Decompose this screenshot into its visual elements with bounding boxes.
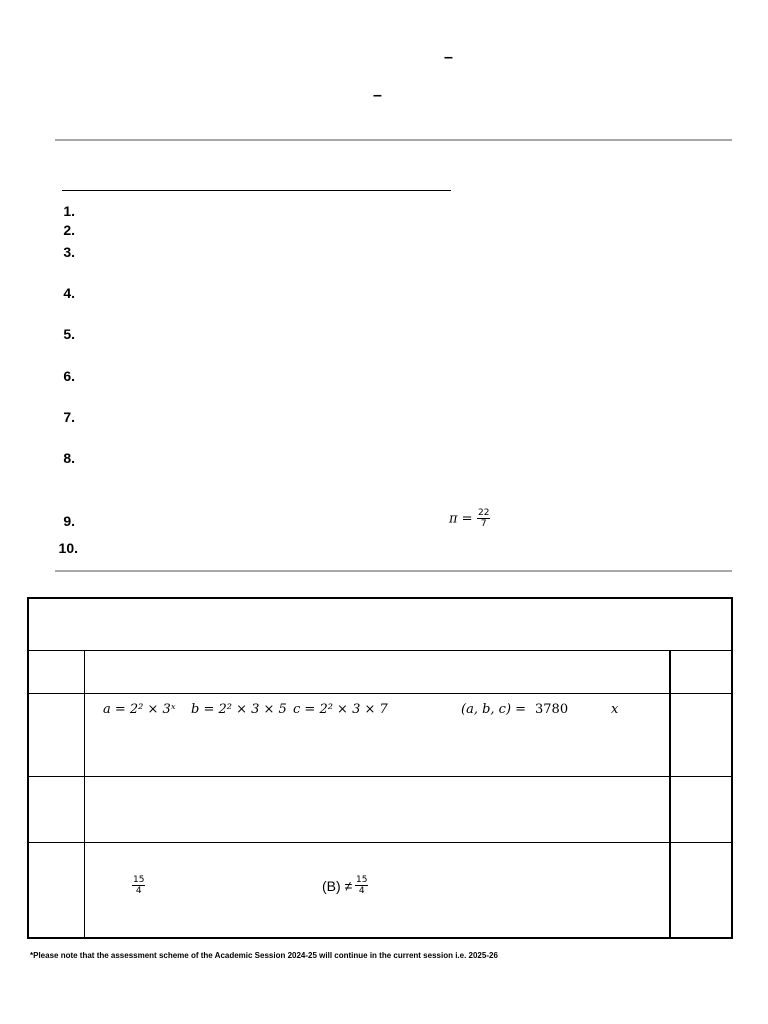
question-1-marks-cell — [670, 693, 732, 776]
instruction-number-7: 7. — [63, 409, 75, 425]
option-a-numerator: 15 — [133, 874, 145, 885]
question-1-number-cell — [28, 693, 85, 776]
option-a-fraction — [132, 875, 145, 896]
section-heading-cell — [28, 598, 732, 650]
lcm-expression: (a, b, c) = — [461, 701, 527, 717]
section-a-table — [27, 597, 733, 939]
instruction-number-3: 3. — [63, 244, 75, 260]
instruction-number-6: 6. — [63, 368, 75, 384]
instruction-number-4: 4. — [63, 285, 75, 301]
question-3-marks-cell — [670, 842, 732, 938]
question-2-number-cell — [28, 776, 85, 842]
divider-top — [55, 139, 732, 141]
pi-fraction — [477, 508, 490, 529]
pi-denominator: 7 — [480, 519, 487, 529]
question-2-marks-cell — [670, 776, 732, 842]
option-a-denominator: 4 — [135, 885, 142, 896]
option-b-denominator: 4 — [358, 885, 365, 896]
lcm-value: 3780 — [535, 701, 569, 717]
header-dash-1: – — [444, 49, 453, 66]
instruction-number-9: 9. — [63, 513, 75, 529]
expr-a: a = 2² × 3ˣ — [103, 701, 176, 717]
question-3-number-cell — [28, 842, 85, 938]
assessment-footnote: *Please note that the assessment scheme of the Academic Session 2024-25 will continue in the current session i.e. 2025-26 — [30, 951, 498, 960]
table-row-header — [28, 650, 732, 693]
pi-formula — [449, 508, 490, 529]
table-row-question-1 — [28, 693, 732, 776]
header-dash-2: – — [373, 87, 382, 104]
variable-x: x — [611, 701, 619, 717]
expr-b: b = 2² × 3 × 5 — [191, 701, 287, 717]
header-cell-number — [28, 650, 85, 693]
expr-c: c = 2² × 3 × 7 — [293, 701, 388, 717]
instructions-heading-underline — [62, 190, 451, 191]
instruction-number-2: 2. — [63, 222, 75, 238]
instruction-number-10: 10. — [58, 540, 78, 556]
table-row-question-3 — [28, 842, 732, 938]
option-b-numerator: 15 — [356, 874, 368, 885]
option-b-label: (B) ≠ — [322, 877, 353, 894]
instruction-number-1: 1. — [63, 203, 75, 219]
header-cell-marks — [670, 650, 732, 693]
pi-lhs: π = — [449, 511, 473, 527]
question-3-text-cell — [85, 842, 671, 938]
instruction-number-5: 5. — [63, 326, 75, 342]
divider-bottom — [55, 570, 732, 572]
question-1-text-cell — [85, 693, 671, 776]
option-b-fraction — [355, 875, 368, 896]
instruction-number-8: 8. — [63, 450, 75, 466]
pi-numerator: 22 — [478, 508, 490, 518]
table-row-section-heading — [28, 598, 732, 650]
header-cell-question — [85, 650, 671, 693]
table-row-question-2 — [28, 776, 732, 842]
question-2-text-cell — [85, 776, 671, 842]
